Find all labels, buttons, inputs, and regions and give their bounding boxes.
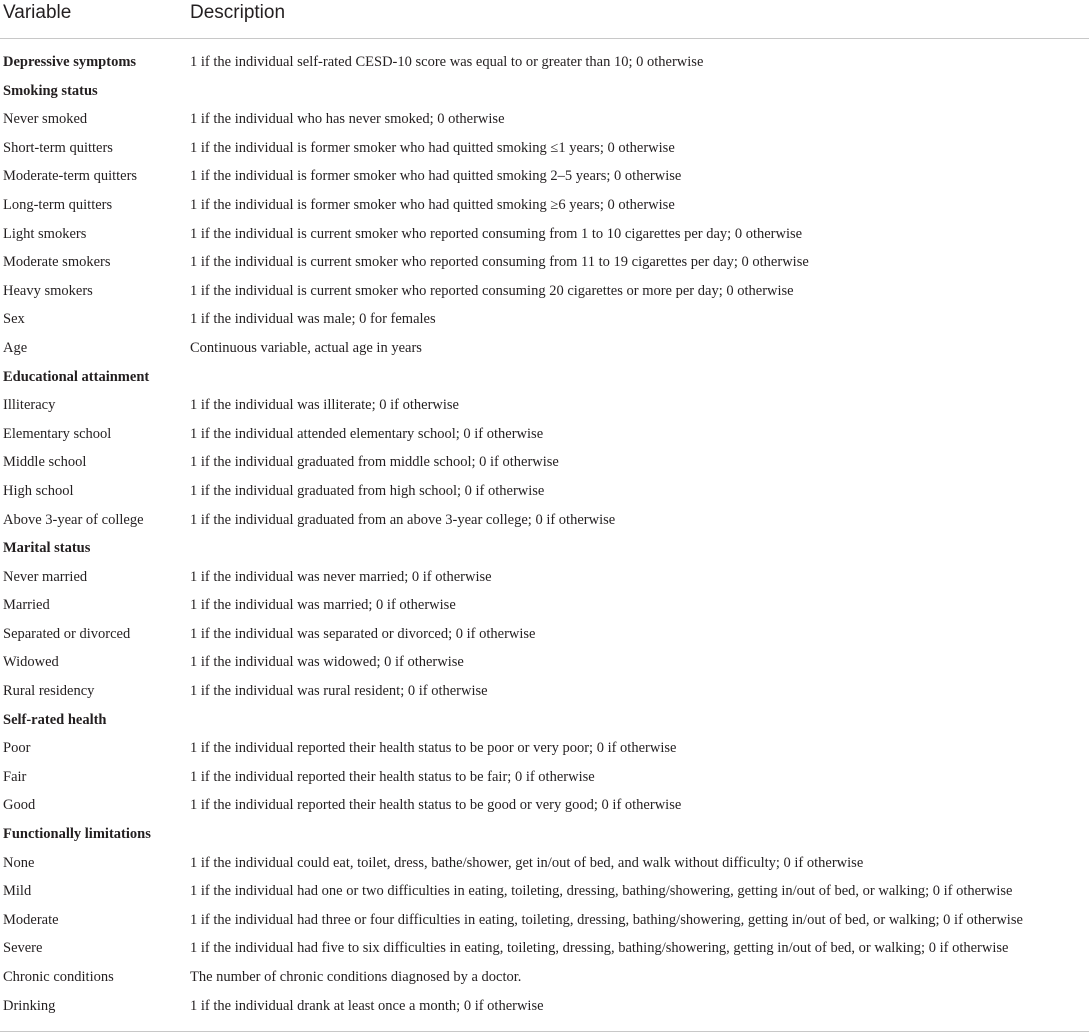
- table-section-row: [0, 706, 1089, 735]
- description-cell: 1 if the individual had one or two difficulties in eating, toileting, dressing, bathing/showering, getting in/out of bed, or walking; 0 if otherwise: [190, 883, 1013, 900]
- description-cell: 1 if the individual is former smoker who had quitted smoking ≤1 years; 0 otherwise: [190, 139, 675, 156]
- description-cell: 1 if the individual could eat, toilet, dress, bathe/shower, get in/out of bed, and walk without difficulty; 0 if otherwise: [190, 854, 864, 871]
- variable-cell: Severe: [3, 940, 43, 957]
- variable-cell: Elementary school: [3, 425, 112, 442]
- table-row: [0, 248, 1089, 277]
- table-row: [0, 563, 1089, 592]
- table-row: [0, 591, 1089, 620]
- variable-cell: Heavy smokers: [3, 282, 93, 299]
- description-cell: 1 if the individual is current smoker who reported consuming 20 cigarettes or more per day; 0 otherwise: [190, 282, 794, 299]
- description-cell: 1 if the individual who has never smoked; 0 otherwise: [190, 111, 505, 128]
- description-cell: 1 if the individual reported their health status to be fair; 0 if otherwise: [190, 768, 595, 785]
- table-row: [0, 162, 1089, 191]
- table-row: [0, 391, 1089, 420]
- variable-cell: High school: [3, 482, 74, 499]
- table-section-row: [0, 48, 1089, 77]
- variable-cell: Never smoked: [3, 111, 88, 128]
- column-header-variable: Variable: [3, 2, 72, 23]
- table-row: [0, 420, 1089, 449]
- table-row: [0, 506, 1089, 535]
- table-row: [0, 334, 1089, 363]
- variable-cell: Drinking: [3, 997, 56, 1014]
- table-section-row: [0, 820, 1089, 849]
- variable-cell: Self-rated health: [3, 711, 107, 728]
- description-cell: 1 if the individual was separated or divorced; 0 if otherwise: [190, 625, 536, 642]
- table-section-row: [0, 77, 1089, 106]
- variable-cell: Short-term quitters: [3, 139, 113, 156]
- table-row: [0, 963, 1089, 992]
- table-row: [0, 105, 1089, 134]
- variable-cell: Functionally limitations: [3, 826, 151, 843]
- table-bottom-rule: [0, 1031, 1089, 1032]
- column-header-description: Description: [190, 2, 286, 23]
- table-row: [0, 849, 1089, 878]
- variable-cell: Educational attainment: [3, 368, 150, 385]
- variable-cell: Smoking status: [3, 82, 98, 99]
- variable-cell: Fair: [3, 768, 27, 785]
- variable-cell: Light smokers: [3, 225, 87, 242]
- variable-cell: Marital status: [3, 540, 91, 557]
- description-cell: 1 if the individual reported their health status to be poor or very poor; 0 if otherwise: [190, 740, 677, 757]
- table-body: [0, 48, 1089, 1020]
- description-cell: The number of chronic conditions diagnosed by a doctor.: [190, 969, 522, 985]
- description-cell: 1 if the individual had three or four difficulties in eating, toileting, dressing, bathing/showering, getting in/out of bed, or walking; 0 if otherwise: [190, 911, 1023, 928]
- variable-cell: Sex: [3, 311, 25, 328]
- variable-cell: Poor: [3, 740, 31, 757]
- description-cell: 1 if the individual was widowed; 0 if otherwise: [190, 654, 464, 671]
- variable-cell: None: [3, 854, 35, 871]
- table-row: [0, 934, 1089, 963]
- variable-cell: Illiteracy: [3, 397, 56, 414]
- description-cell: 1 if the individual was male; 0 for females: [190, 311, 436, 328]
- description-cell: 1 if the individual is current smoker who reported consuming from 1 to 10 cigarettes per day; 0 otherwise: [190, 225, 803, 242]
- variable-cell: Never married: [3, 568, 88, 585]
- table-row: [0, 992, 1089, 1021]
- variable-cell: Moderate smokers: [3, 254, 111, 271]
- variable-cell: Good: [3, 797, 36, 814]
- description-cell: 1 if the individual is former smoker who had quitted smoking ≥6 years; 0 otherwise: [190, 196, 675, 213]
- description-cell: 1 if the individual is former smoker who had quitted smoking 2–5 years; 0 otherwise: [190, 168, 682, 185]
- description-cell: 1 if the individual was married; 0 if otherwise: [190, 597, 456, 614]
- description-cell: 1 if the individual was rural resident; 0 if otherwise: [190, 683, 488, 700]
- variable-cell: Long-term quitters: [3, 196, 113, 213]
- table-section-row: [0, 363, 1089, 392]
- variable-cell: Separated or divorced: [3, 625, 131, 642]
- table-row: [0, 305, 1089, 334]
- variable-cell: Moderate-term quitters: [3, 168, 138, 185]
- table-row: [0, 620, 1089, 649]
- description-cell: 1 if the individual drank at least once a month; 0 if otherwise: [190, 997, 544, 1014]
- description-cell: 1 if the individual self-rated CESD-10 score was equal to or greater than 10; 0 otherwise: [190, 54, 704, 70]
- table-header-row: [0, 0, 1089, 39]
- description-cell: 1 if the individual reported their health status to be good or very good; 0 if otherwise: [190, 797, 682, 814]
- table-row: [0, 191, 1089, 220]
- description-cell: 1 if the individual was illiterate; 0 if otherwise: [190, 397, 459, 414]
- variable-cell: Widowed: [3, 654, 59, 671]
- description-cell: 1 if the individual graduated from high school; 0 if otherwise: [190, 482, 545, 499]
- description-cell: 1 if the individual graduated from an above 3-year college; 0 if otherwise: [190, 511, 616, 528]
- table-row: [0, 877, 1089, 906]
- variable-cell: Chronic conditions: [3, 969, 114, 985]
- description-cell: 1 if the individual is current smoker who reported consuming from 11 to 19 cigarettes per day; 0 otherwise: [190, 254, 809, 271]
- description-cell: Continuous variable, actual age in years: [190, 339, 422, 356]
- variable-cell: Depressive symptoms: [3, 54, 137, 70]
- variable-cell: Mild: [3, 883, 32, 900]
- variable-cell: Married: [3, 597, 50, 614]
- table-row: [0, 277, 1089, 306]
- description-cell: 1 if the individual was never married; 0 if otherwise: [190, 568, 492, 585]
- table-row: [0, 477, 1089, 506]
- table-row: [0, 648, 1089, 677]
- table-row: [0, 134, 1089, 163]
- variable-cell: Middle school: [3, 454, 87, 471]
- table-row: [0, 791, 1089, 820]
- variable-cell: Moderate: [3, 911, 59, 928]
- table-row: [0, 763, 1089, 792]
- description-cell: 1 if the individual attended elementary school; 0 if otherwise: [190, 425, 544, 442]
- table-row: [0, 906, 1089, 935]
- table-row: [0, 677, 1089, 706]
- table-row: [0, 734, 1089, 763]
- table-section-row: [0, 534, 1089, 563]
- variable-cell: Age: [3, 339, 28, 356]
- table-row: [0, 448, 1089, 477]
- table-row: [0, 220, 1089, 249]
- variable-cell: Rural residency: [3, 683, 95, 700]
- description-cell: 1 if the individual graduated from middle school; 0 if otherwise: [190, 454, 559, 471]
- description-cell: 1 if the individual had five to six difficulties in eating, toileting, dressing, bathing/showering, getting in/out of bed, or walking; 0 if otherwise: [190, 940, 1009, 957]
- variable-cell: Above 3-year of college: [3, 511, 144, 528]
